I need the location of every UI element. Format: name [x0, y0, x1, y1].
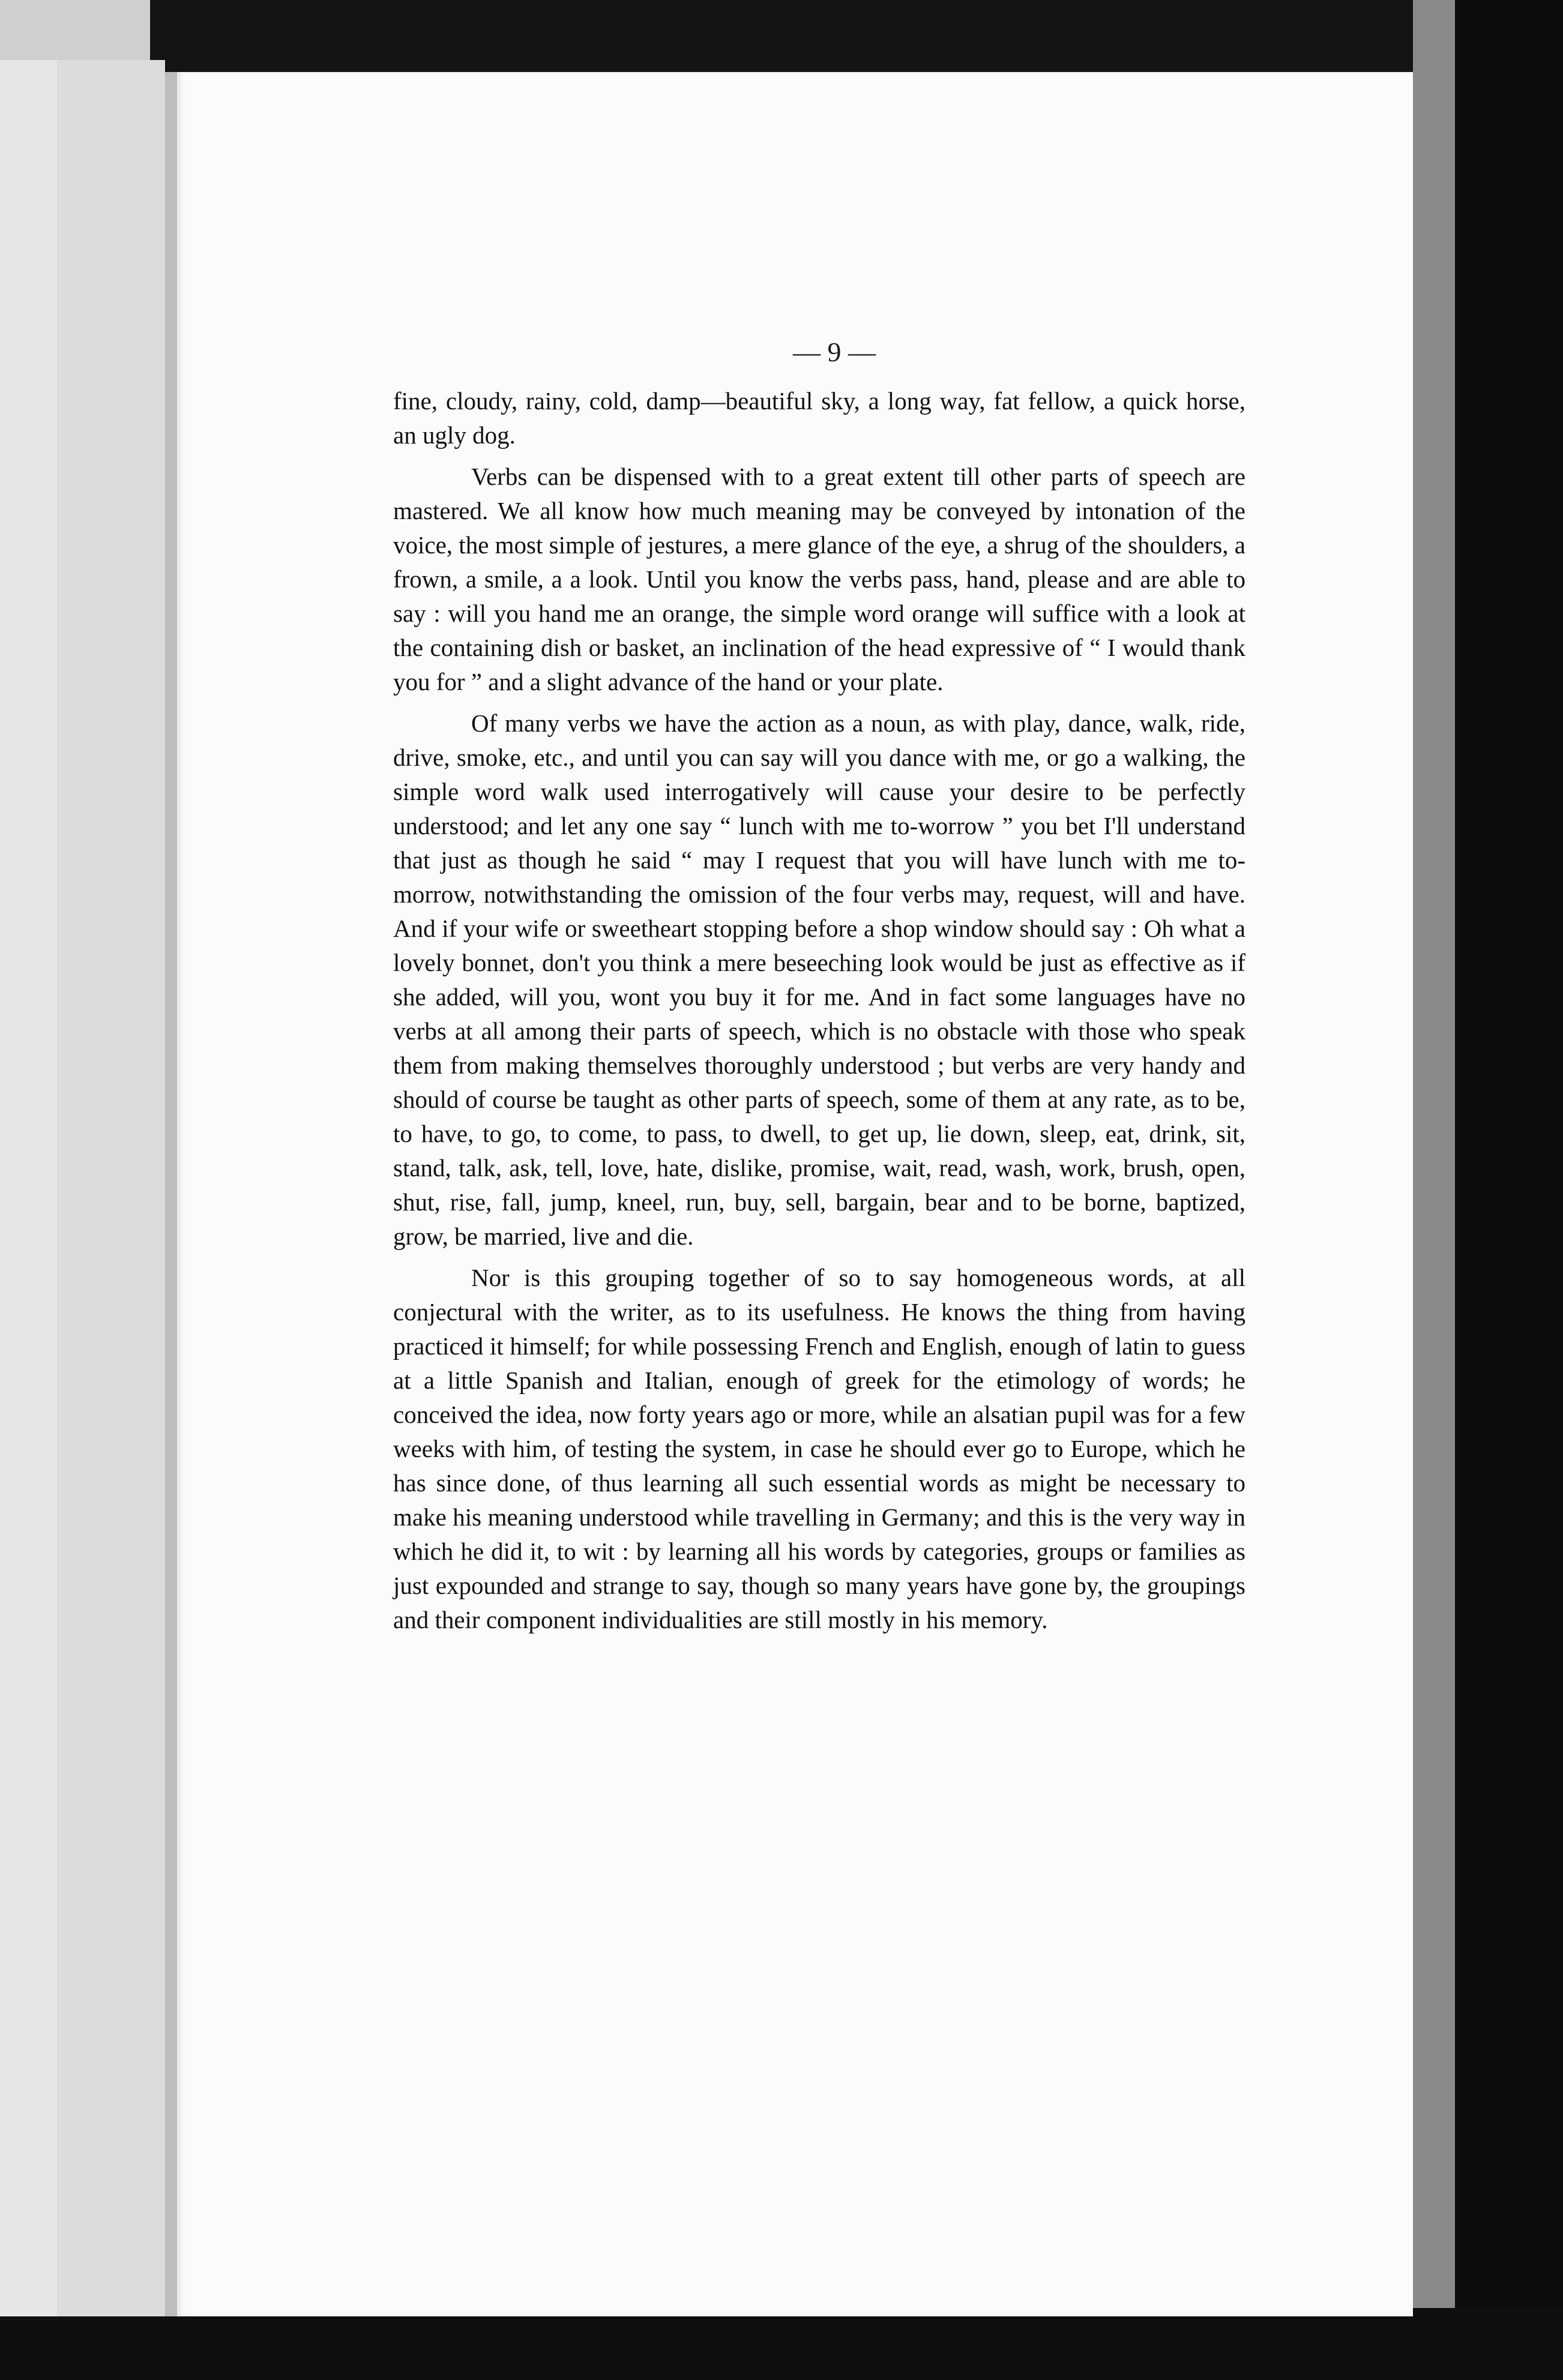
- paragraph-4: Nor is this grouping together of so to say homogeneous words, at all conjectural with the writer, as to its usefulness. He knows the thing from having practiced it himself; for while possessing French and English, enough of latin to guess at a little Spanish and Italian, enough of greek for the etimology of words; he conceived the idea, now forty years ago or more, while an alsatian pupil was for a few weeks with him, of testing the system, in case he should ever go to Europe, which he has since done, of thus learning all such essential words as might be necessary to make his meaning understood while travelling in Germany; and this is the very way in which he did it, to wit : by learning all his words by categories, groups or families as just expounded and strange to say, though so many years have gone by, the groupings and their component individualities are still mostly in his memory.: [393, 1264, 1245, 1633]
- paragraph-3: Of many verbs we have the action as a noun, as with play, dance, walk, ride, drive, smoke, etc., and until you can say will you dance with me, or go a walking, the simple word walk used interrogatively will cause your desire to be perfectly understood; and let any one say “ lunch with me to-worrow ” you bet I'll understand that just as though he said “ may I request that you will have lunch with me to-morrow, notwithstanding the omission of the four verbs may, request, will and have. And if your wife or sweetheart stopping before a shop window should say : Oh what a lovely bonnet, don't you think a mere beseeching look would be just as effective as if she added, will you, wont you buy it for me. And in fact some languages have no verbs at all among their parts of speech, which is no obstacle with those who speak them from making themselves thoroughly understood ; but verbs are very handy and should of course be taught as other parts of speech, some of them at any rate, as to be, to have, to go, to come, to pass, to dwell, to get up, lie down, sleep, eat, drink, sit, stand, talk, ask, tell, love, hate, dislike, promise, wait, read, wash, work, brush, open, shut, rise, fall, jump, kneel, run, buy, sell, bargain, bear and to be borne, baptized, grow, be married, live and die.: [393, 709, 1245, 1250]
- scan-right-border: [1455, 0, 1563, 2380]
- scan-right-shadow: [1413, 0, 1455, 2380]
- left-page-strip: [0, 60, 57, 2316]
- left-page-strip-inner: [57, 60, 165, 2316]
- paragraph-2: Verbs can be dispensed with to a great extent till other parts of speech are mastered. We all know how much meaning may be conveyed by intonation of the voice, the most simple of jestures, a mere glance of the eye, a shrug of the shoulders, a frown, a smile, a a look. Until you know the verbs pass, hand, please and are able to say : will you hand me an orange, the simple word orange will suffice with a look at the containing dish or basket, an inclination of the head expressive of “ I would thank you for ” and a slight advance of the hand or your plate.: [393, 463, 1245, 696]
- scan-top-left-paper-edge: [0, 0, 150, 63]
- scan-bottom-border: [0, 2308, 1563, 2380]
- page-gutter: [165, 72, 177, 2316]
- paragraph-1: fine, cloudy, rainy, cold, damp—beautiful sky, a long way, fat fellow, a quick horse, an ugly dog.: [393, 387, 1245, 449]
- body-text: [393, 384, 1245, 1644]
- page-number: — 9 —: [793, 337, 876, 367]
